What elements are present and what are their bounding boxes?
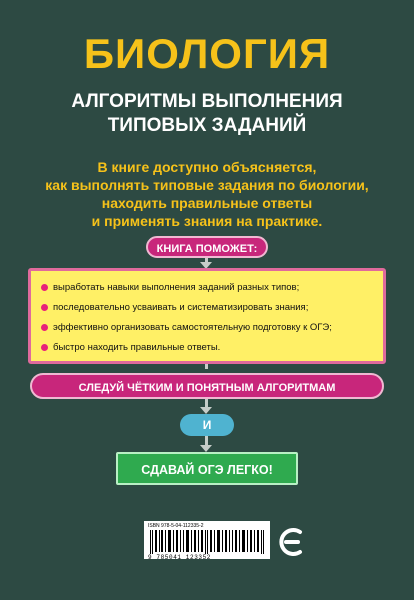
bullet-icon (41, 344, 48, 351)
list-item (41, 278, 375, 298)
intro-line: и применять знания на практике. (91, 213, 323, 229)
pass-exam-banner: СДАВАЙ ОГЭ ЛЕГКО! (116, 452, 298, 485)
bullet-icon (41, 324, 48, 331)
subtitle-line-1: АЛГОРИТМЫ ВЫПОЛНЕНИЯ (71, 91, 343, 112)
list-item (41, 338, 375, 358)
intro-line: находить правильные ответы (101, 195, 313, 211)
book-subtitle (0, 90, 414, 138)
book-title: БИОЛОГИЯ (83, 30, 331, 77)
follow-algorithms-banner: СЛЕДУЙ ЧЁТКИМ И ПОНЯТНЫМ АЛГОРИТМАМ (30, 373, 384, 399)
list-item (41, 298, 375, 318)
list-item-text: быстро находить правильные ответы. (53, 342, 221, 353)
list-item-text: последовательно усваивать и систематизировать знания; (53, 302, 309, 313)
intro-line: В книге доступно объясняется, (97, 159, 317, 175)
bullet-icon (41, 304, 48, 311)
help-badge: КНИГА ПОМОЖЕТ: (146, 236, 268, 258)
barcode (144, 521, 270, 559)
publisher-logo-icon (278, 524, 306, 560)
barcode-number: 9 785041 123352 (148, 554, 212, 561)
isbn-text: ISBN 978-5-04-112335-2 (148, 523, 204, 529)
connector-line (205, 364, 208, 369)
arrow-down-icon (200, 407, 212, 414)
and-badge: И (180, 414, 234, 436)
list-item (41, 318, 375, 338)
list-item-text: выработать навыки выполнения заданий разных типов; (53, 282, 300, 293)
intro-line: как выполнять типовые задания по биологии, (45, 177, 369, 193)
bullet-icon (41, 284, 48, 291)
barcode-bars (148, 530, 266, 554)
list-item-text: эффективно организовать самостоятельную подготовку к ОГЭ; (53, 322, 332, 333)
benefits-list (28, 268, 386, 364)
subtitle-line-2: ТИПОВЫХ ЗАДАНИЙ (107, 115, 307, 136)
intro-text (0, 158, 414, 230)
arrow-down-icon (200, 445, 212, 452)
